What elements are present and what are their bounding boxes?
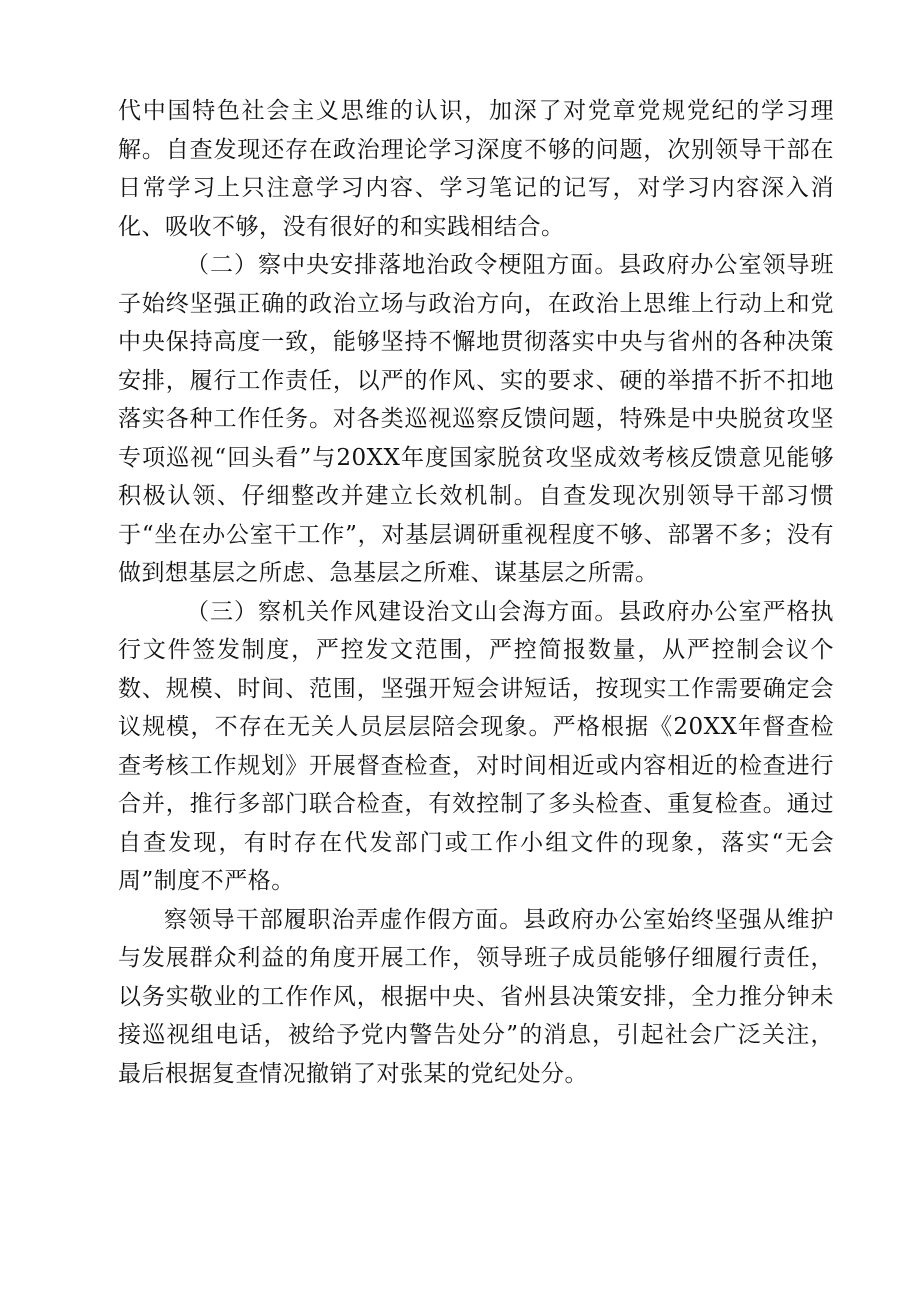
paragraph-3: （三）察机关作风建设治文山会海方面。县政府办公室严格执行文件签发制度，严控发文范围，严控简报数量，从严控制会议个数、规模、时间、范围，坚强开短会讲短话，按现实工作需要确定会议规模，不存在无关人员层层陪会现象。严格根据《20XX年督查检查考核工作规划》开展督查检查，对时间相近或内容相近的检查进行合并，推行多部门联合检查，有效控制了多头检查、重复检查。通过自查发现，有时存在代发部门或工作小组文件的现象，落实“无会周”制度不严格。 xyxy=(118,598,834,894)
paragraph-2: （二）察中央安排落地治政令梗阻方面。县政府办公室领导班子始终坚强正确的政治立场与政治方向，在政治上思维上行动上和党中央保持高度一致，能够坚持不懈地贯彻落实中央与省州的各种决策安排，履行工作责任，以严的作风、实的要求、硬的举措不折不扣地落实各种工作任务。对各类巡视巡察反馈问题，特殊是中央脱贫攻坚专项巡视“回头看”与20XX年度国家脱贫攻坚成效考核反馈意见能够积极认领、仔细整改并建立长效机制。自查发现次别领导干部习惯于“坐在办公室干工作”，对基层调研重视程度不够、部署不多；没有做到想基层之所虑、急基层之所难、谋基层之所需。 xyxy=(118,252,834,586)
paragraph-1: 代中国特色社会主义思维的认识，加深了对党章党规党纪的学习理解。自查发现还存在政治理论学习深度不够的问题，次别领导干部在日常学习上只注意学习内容、学习笔记的记写，对学习内容深入消化、吸收不够，没有很好的和实践相结合。 xyxy=(118,98,834,240)
paragraph-4: 察领导干部履职治弄虚作假方面。县政府办公室始终坚强从维护与发展群众利益的角度开展工作，领导班子成员能够仔细履行责任，以务实敬业的工作作风，根据中央、省州县决策安排，全力推分钟未接巡视组电话，被给予党内警告处分”的消息，引起社会广泛关注，最后根据复查情况撤销了对张某的党纪处分。 xyxy=(118,906,834,1087)
document-body xyxy=(118,92,834,1093)
